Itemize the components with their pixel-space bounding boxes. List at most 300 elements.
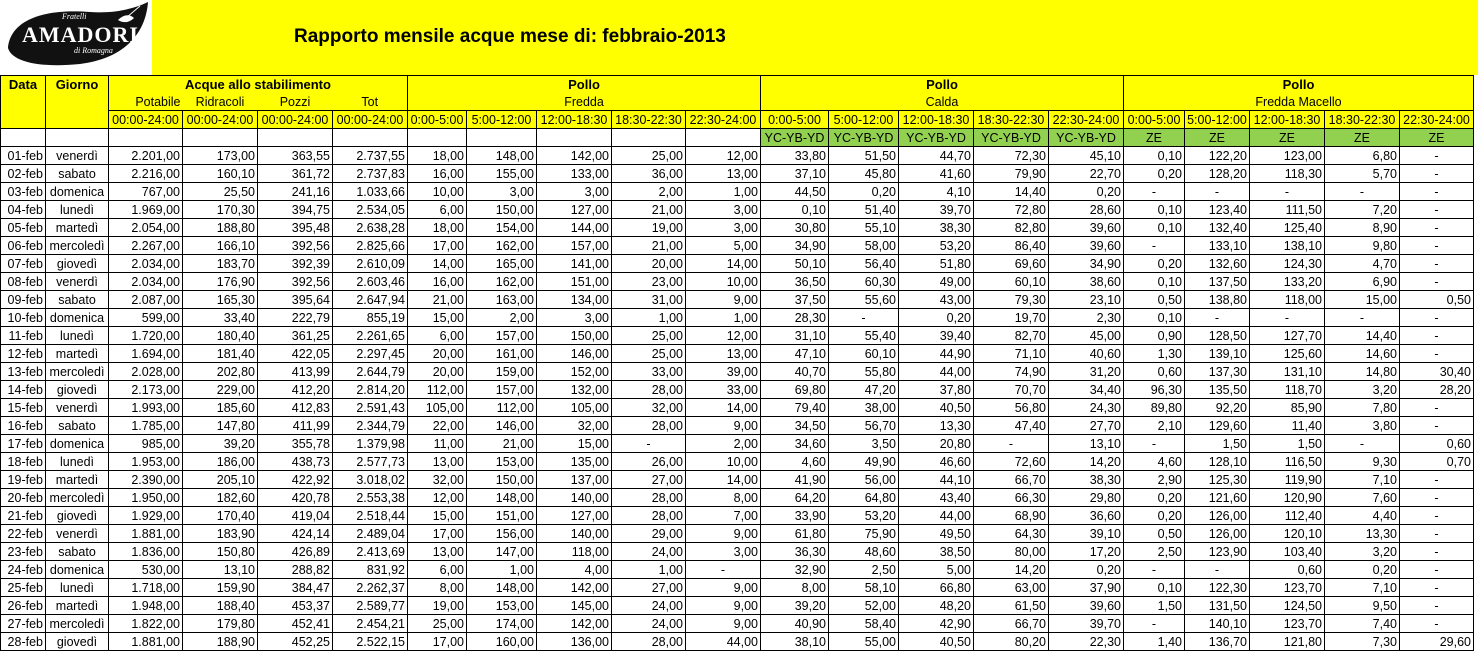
- table-cell: 599,00: [109, 309, 183, 327]
- table-cell: 66,80: [899, 579, 974, 597]
- table-cell: -: [686, 561, 761, 579]
- cell-weekday: mercoledì: [46, 363, 109, 381]
- table-cell: 1.379,98: [333, 435, 408, 453]
- table-cell: 180,40: [183, 327, 258, 345]
- table-cell: 173,00: [183, 147, 258, 165]
- company-logo: [0, 0, 152, 75]
- table-cell: 2.216,00: [109, 165, 183, 183]
- table-cell: 16,00: [408, 273, 467, 291]
- logo-tagline-top: Fratelli: [62, 12, 87, 21]
- table-cell: 82,80: [974, 219, 1049, 237]
- table-cell: 150,00: [467, 471, 537, 489]
- table-cell: 20,00: [408, 363, 467, 381]
- table-cell: 411,99: [258, 417, 333, 435]
- table-cell: 18,00: [408, 219, 467, 237]
- table-cell: 19,00: [612, 219, 686, 237]
- table-cell: 202,80: [183, 363, 258, 381]
- table-cell: 137,50: [1185, 273, 1250, 291]
- table-cell: 392,39: [258, 255, 333, 273]
- table-cell: 148,00: [467, 579, 537, 597]
- table-cell: 24,00: [612, 597, 686, 615]
- table-row: [1, 543, 1474, 561]
- table-cell: 29,00: [612, 525, 686, 543]
- cell-weekday: domenica: [46, 561, 109, 579]
- table-cell: -: [1400, 147, 1474, 165]
- area-label: ZE: [1185, 129, 1250, 147]
- table-cell: 33,40: [183, 309, 258, 327]
- table-cell: 4,10: [899, 183, 974, 201]
- table-cell: -: [1400, 165, 1474, 183]
- table-cell: 125,40: [1250, 219, 1325, 237]
- table-cell: 38,50: [899, 543, 974, 561]
- table-cell: 123,70: [1250, 579, 1325, 597]
- table-cell: 123,40: [1185, 201, 1250, 219]
- table-cell: 162,00: [467, 237, 537, 255]
- table-cell: 14,60: [1325, 345, 1400, 363]
- area-label: ZE: [1124, 129, 1185, 147]
- table-cell: 28,30: [761, 309, 829, 327]
- table-cell: 174,00: [467, 615, 537, 633]
- table-cell: 140,00: [537, 525, 612, 543]
- table-cell: 40,50: [899, 399, 974, 417]
- table-cell: 14,00: [408, 255, 467, 273]
- table-cell: 1.822,00: [109, 615, 183, 633]
- table-cell: 170,30: [183, 201, 258, 219]
- table-cell: 160,00: [467, 633, 537, 651]
- table-cell: 44,10: [899, 471, 974, 489]
- table-cell: 27,70: [1049, 417, 1124, 435]
- cell-date: 20-feb: [1, 489, 46, 507]
- table-cell: 51,80: [899, 255, 974, 273]
- cell-weekday: giovedì: [46, 633, 109, 651]
- table-cell: 14,40: [1325, 327, 1400, 345]
- header-fredda-group: Pollo: [408, 76, 761, 94]
- table-cell: 41,60: [899, 165, 974, 183]
- table-cell: 13,00: [408, 543, 467, 561]
- table-cell: -: [1400, 327, 1474, 345]
- table-cell: 422,05: [258, 345, 333, 363]
- table-cell: 412,83: [258, 399, 333, 417]
- table-cell: 52,00: [829, 597, 899, 615]
- header-fredda-sub: Fredda: [408, 93, 761, 111]
- table-cell: 20,00: [612, 255, 686, 273]
- cell-date: 16-feb: [1, 417, 46, 435]
- area-label: ZE: [1325, 129, 1400, 147]
- table-cell: 39,20: [761, 597, 829, 615]
- table-cell: 37,90: [1049, 579, 1124, 597]
- table-cell: -: [1325, 183, 1400, 201]
- cell-date: 02-feb: [1, 165, 46, 183]
- table-cell: 138,80: [1185, 291, 1250, 309]
- table-cell: 135,00: [537, 453, 612, 471]
- table-cell: 86,40: [974, 237, 1049, 255]
- table-cell: 121,80: [1250, 633, 1325, 651]
- table-cell: 363,55: [258, 147, 333, 165]
- table-cell: 426,89: [258, 543, 333, 561]
- table-cell: 0,20: [1124, 489, 1185, 507]
- table-cell: 60,10: [974, 273, 1049, 291]
- table-cell: 118,30: [1250, 165, 1325, 183]
- table-cell: 44,00: [899, 363, 974, 381]
- table-cell: 157,00: [537, 237, 612, 255]
- area-label: ZE: [1400, 129, 1474, 147]
- cell-weekday: domenica: [46, 183, 109, 201]
- cell-weekday: sabato: [46, 543, 109, 561]
- area-label: YC-YB-YD: [829, 129, 899, 147]
- table-cell: 127,00: [537, 507, 612, 525]
- time-header: 0:00-5:00: [1124, 111, 1185, 129]
- cell-date: 04-feb: [1, 201, 46, 219]
- table-cell: 767,00: [109, 183, 183, 201]
- table-cell: 46,60: [899, 453, 974, 471]
- table-cell: 150,00: [467, 201, 537, 219]
- table-cell: 36,50: [761, 273, 829, 291]
- table-cell: 36,60: [1049, 507, 1124, 525]
- table-cell: 152,00: [537, 363, 612, 381]
- table-cell: 28,00: [612, 633, 686, 651]
- table-cell: 2.591,43: [333, 399, 408, 417]
- table-cell: 127,70: [1250, 327, 1325, 345]
- time-header: 5:00-12:00: [467, 111, 537, 129]
- table-cell: 39,60: [1049, 597, 1124, 615]
- table-cell: 25,50: [183, 183, 258, 201]
- table-cell: -: [1124, 183, 1185, 201]
- table-cell: 166,10: [183, 237, 258, 255]
- table-cell: 129,60: [1185, 417, 1250, 435]
- table-cell: 1,00: [612, 309, 686, 327]
- header-calda-sub: Calda: [761, 93, 1124, 111]
- table-cell: 0,10: [1124, 147, 1185, 165]
- table-cell: 222,79: [258, 309, 333, 327]
- table-cell: 68,90: [974, 507, 1049, 525]
- table-cell: 15,00: [408, 507, 467, 525]
- table-cell: 8,00: [408, 579, 467, 597]
- table-cell: 12,00: [408, 489, 467, 507]
- table-cell: 146,00: [537, 345, 612, 363]
- cell-date: 13-feb: [1, 363, 46, 381]
- table-cell: -: [1400, 561, 1474, 579]
- table-cell: -: [1400, 309, 1474, 327]
- cell-date: 17-feb: [1, 435, 46, 453]
- table-cell: -: [1400, 471, 1474, 489]
- area-label: YC-YB-YD: [974, 129, 1049, 147]
- table-cell: 420,78: [258, 489, 333, 507]
- table-cell: 1.836,00: [109, 543, 183, 561]
- table-row: [1, 165, 1474, 183]
- table-cell: -: [1185, 183, 1250, 201]
- cell-date: 22-feb: [1, 525, 46, 543]
- cell-weekday: giovedì: [46, 381, 109, 399]
- table-cell: 33,80: [761, 147, 829, 165]
- table-cell: -: [1400, 597, 1474, 615]
- title-bar: [0, 0, 1478, 75]
- table-cell: 8,00: [761, 579, 829, 597]
- table-cell: 24,30: [1049, 399, 1124, 417]
- table-cell: 132,40: [1185, 219, 1250, 237]
- table-cell: 21,00: [408, 291, 467, 309]
- table-cell: 147,00: [467, 543, 537, 561]
- table-cell: 0,50: [1124, 291, 1185, 309]
- table-cell: 0,20: [1124, 507, 1185, 525]
- table-cell: 9,00: [686, 579, 761, 597]
- time-header: 18:30-22:30: [612, 111, 686, 129]
- table-cell: 45,10: [1049, 147, 1124, 165]
- table-cell: 39,70: [899, 201, 974, 219]
- table-cell: 2.344,79: [333, 417, 408, 435]
- table-cell: 27,00: [612, 471, 686, 489]
- table-cell: 79,90: [974, 165, 1049, 183]
- table-cell: 2,00: [686, 435, 761, 453]
- table-cell: 125,60: [1250, 345, 1325, 363]
- table-cell: 9,50: [1325, 597, 1400, 615]
- table-cell: 136,70: [1185, 633, 1250, 651]
- table-cell: 176,90: [183, 273, 258, 291]
- table-cell: 39,10: [1049, 525, 1124, 543]
- table-cell: 13,30: [1325, 525, 1400, 543]
- table-cell: 7,00: [686, 507, 761, 525]
- table-cell: 0,50: [1400, 291, 1474, 309]
- table-cell: 44,50: [761, 183, 829, 201]
- table-cell: 128,10: [1185, 453, 1250, 471]
- cell-date: 28-feb: [1, 633, 46, 651]
- table-cell: -: [1124, 237, 1185, 255]
- table-row: [1, 309, 1474, 327]
- cell-weekday: mercoledì: [46, 237, 109, 255]
- table-cell: 139,10: [1185, 345, 1250, 363]
- table-cell: 2,10: [1124, 417, 1185, 435]
- table-cell: 12,00: [686, 147, 761, 165]
- table-cell: 3,80: [1325, 417, 1400, 435]
- table-cell: 3,20: [1325, 381, 1400, 399]
- cell-weekday: martedì: [46, 219, 109, 237]
- table-cell: 112,00: [467, 399, 537, 417]
- table-cell: 1.948,00: [109, 597, 183, 615]
- table-cell: 2.647,94: [333, 291, 408, 309]
- cell-weekday: mercoledì: [46, 489, 109, 507]
- table-cell: 1.929,00: [109, 507, 183, 525]
- table-cell: 15,00: [1325, 291, 1400, 309]
- table-cell: 157,00: [467, 381, 537, 399]
- table-cell: 3.018,02: [333, 471, 408, 489]
- table-cell: 10,00: [686, 273, 761, 291]
- table-cell: 56,80: [974, 399, 1049, 417]
- table-cell: 28,00: [612, 507, 686, 525]
- table-cell: 55,10: [829, 219, 899, 237]
- table-cell: 11,00: [408, 435, 467, 453]
- table-cell: 0,10: [1124, 309, 1185, 327]
- table-cell: 0,20: [1049, 561, 1124, 579]
- table-cell: 34,50: [761, 417, 829, 435]
- table-cell: 1.694,00: [109, 345, 183, 363]
- table-cell: 2.028,00: [109, 363, 183, 381]
- table-cell: 22,70: [1049, 165, 1124, 183]
- table-cell: 161,00: [467, 345, 537, 363]
- table-cell: 56,00: [829, 471, 899, 489]
- table-cell: 122,30: [1185, 579, 1250, 597]
- table-cell: 422,92: [258, 471, 333, 489]
- table-cell: 384,47: [258, 579, 333, 597]
- table-cell: 13,10: [183, 561, 258, 579]
- table-cell: 159,00: [467, 363, 537, 381]
- cell-weekday: lunedì: [46, 453, 109, 471]
- table-cell: 21,00: [612, 237, 686, 255]
- table-cell: 8,00: [686, 489, 761, 507]
- table-cell: 33,00: [612, 363, 686, 381]
- cell-weekday: giovedì: [46, 255, 109, 273]
- table-cell: 105,00: [408, 399, 467, 417]
- cell-date: 15-feb: [1, 399, 46, 417]
- table-row: [1, 597, 1474, 615]
- table-cell: 0,60: [1124, 363, 1185, 381]
- table-cell: 2.737,55: [333, 147, 408, 165]
- table-cell: 31,10: [761, 327, 829, 345]
- table-cell: 49,90: [829, 453, 899, 471]
- cell-date: 26-feb: [1, 597, 46, 615]
- header-giorno: Giorno: [46, 76, 109, 94]
- table-cell: 70,70: [974, 381, 1049, 399]
- table-cell: 150,00: [537, 327, 612, 345]
- table-cell: 2.603,46: [333, 273, 408, 291]
- table-cell: 58,10: [829, 579, 899, 597]
- table-cell: 23,10: [1049, 291, 1124, 309]
- table-cell: 1,00: [467, 561, 537, 579]
- table-cell: -: [1400, 255, 1474, 273]
- table-cell: 185,60: [183, 399, 258, 417]
- logo-brand: AMADORI: [22, 22, 139, 47]
- table-cell: 148,00: [467, 147, 537, 165]
- table-cell: 33,90: [761, 507, 829, 525]
- table-cell: 41,90: [761, 471, 829, 489]
- cell-weekday: venerdì: [46, 399, 109, 417]
- table-cell: 9,00: [686, 417, 761, 435]
- table-cell: 2.737,83: [333, 165, 408, 183]
- table-cell: 0,50: [1124, 525, 1185, 543]
- header-ridracoli: Ridracoli: [183, 93, 258, 111]
- table-row: [1, 381, 1474, 399]
- cell-date: 01-feb: [1, 147, 46, 165]
- area-label: YC-YB-YD: [761, 129, 829, 147]
- table-cell: 413,99: [258, 363, 333, 381]
- table-cell: 138,10: [1250, 237, 1325, 255]
- table-cell: 2.489,04: [333, 525, 408, 543]
- table-cell: 14,40: [974, 183, 1049, 201]
- table-cell: 0,20: [899, 309, 974, 327]
- table-cell: 144,00: [537, 219, 612, 237]
- table-cell: 2.518,44: [333, 507, 408, 525]
- table-cell: 151,00: [537, 273, 612, 291]
- table-cell: 18,00: [408, 147, 467, 165]
- table-cell: 0,20: [1325, 561, 1400, 579]
- time-header: 12:00-18:30: [537, 111, 612, 129]
- table-cell: 0,20: [1049, 183, 1124, 201]
- table-cell: 2.201,00: [109, 147, 183, 165]
- table-cell: 1.950,00: [109, 489, 183, 507]
- table-cell: -: [1325, 309, 1400, 327]
- table-cell: 145,00: [537, 597, 612, 615]
- table-cell: 0,60: [1250, 561, 1325, 579]
- table-cell: 45,80: [829, 165, 899, 183]
- table-cell: 23,00: [612, 273, 686, 291]
- table-cell: 19,00: [408, 597, 467, 615]
- table-cell: 22,00: [408, 417, 467, 435]
- table-cell: 392,56: [258, 237, 333, 255]
- table-cell: 17,00: [408, 633, 467, 651]
- table-cell: 40,50: [899, 633, 974, 651]
- table-cell: 2.390,00: [109, 471, 183, 489]
- table-cell: 36,30: [761, 543, 829, 561]
- table-cell: 43,40: [899, 489, 974, 507]
- table-row: [1, 579, 1474, 597]
- table-cell: 6,90: [1325, 273, 1400, 291]
- table-cell: 128,50: [1185, 327, 1250, 345]
- table-cell: 2,00: [612, 183, 686, 201]
- table-cell: 2.267,00: [109, 237, 183, 255]
- table-cell: 1.720,00: [109, 327, 183, 345]
- table-cell: -: [1400, 273, 1474, 291]
- table-cell: 123,00: [1250, 147, 1325, 165]
- table-cell: 6,00: [408, 561, 467, 579]
- table-cell: 10,00: [686, 453, 761, 471]
- table-cell: 0,90: [1124, 327, 1185, 345]
- table-cell: 0,60: [1400, 435, 1474, 453]
- time-header: 5:00-12:00: [829, 111, 899, 129]
- table-cell: -: [1400, 201, 1474, 219]
- table-cell: -: [1400, 525, 1474, 543]
- table-cell: 11,40: [1250, 417, 1325, 435]
- table-cell: 2.644,79: [333, 363, 408, 381]
- table-cell: 69,60: [974, 255, 1049, 273]
- table-cell: 66,30: [974, 489, 1049, 507]
- table-cell: 72,30: [974, 147, 1049, 165]
- table-cell: 47,20: [829, 381, 899, 399]
- table-cell: 29,60: [1400, 633, 1474, 651]
- table-cell: 131,10: [1250, 363, 1325, 381]
- table-cell: 75,90: [829, 525, 899, 543]
- table-cell: 28,60: [1049, 201, 1124, 219]
- table-cell: 133,00: [537, 165, 612, 183]
- table-cell: 82,70: [974, 327, 1049, 345]
- table-cell: 72,80: [974, 201, 1049, 219]
- table-cell: 156,00: [467, 525, 537, 543]
- table-cell: 56,40: [829, 255, 899, 273]
- table-cell: 17,20: [1049, 543, 1124, 561]
- table-cell: 44,70: [899, 147, 974, 165]
- time-header: 00:00-24:00: [183, 111, 258, 129]
- cell-weekday: martedì: [46, 471, 109, 489]
- area-label: ZE: [1250, 129, 1325, 147]
- header-macello-sub: Fredda Macello: [1124, 93, 1474, 111]
- table-cell: 394,75: [258, 201, 333, 219]
- time-header: 5:00-12:00: [1185, 111, 1250, 129]
- table-cell: -: [1124, 615, 1185, 633]
- table-cell: 7,30: [1325, 633, 1400, 651]
- table-cell: 20,00: [408, 345, 467, 363]
- table-cell: 39,40: [899, 327, 974, 345]
- cell-weekday: lunedì: [46, 201, 109, 219]
- table-cell: 165,00: [467, 255, 537, 273]
- table-cell: 124,30: [1250, 255, 1325, 273]
- cell-weekday: domenica: [46, 435, 109, 453]
- table-cell: 31,00: [612, 291, 686, 309]
- cell-date: 21-feb: [1, 507, 46, 525]
- table-cell: 13,00: [408, 453, 467, 471]
- table-cell: 188,40: [183, 597, 258, 615]
- cell-date: 23-feb: [1, 543, 46, 561]
- table-cell: 61,50: [974, 597, 1049, 615]
- table-cell: 2.814,20: [333, 381, 408, 399]
- table-cell: 26,00: [612, 453, 686, 471]
- table-cell: 58,00: [829, 237, 899, 255]
